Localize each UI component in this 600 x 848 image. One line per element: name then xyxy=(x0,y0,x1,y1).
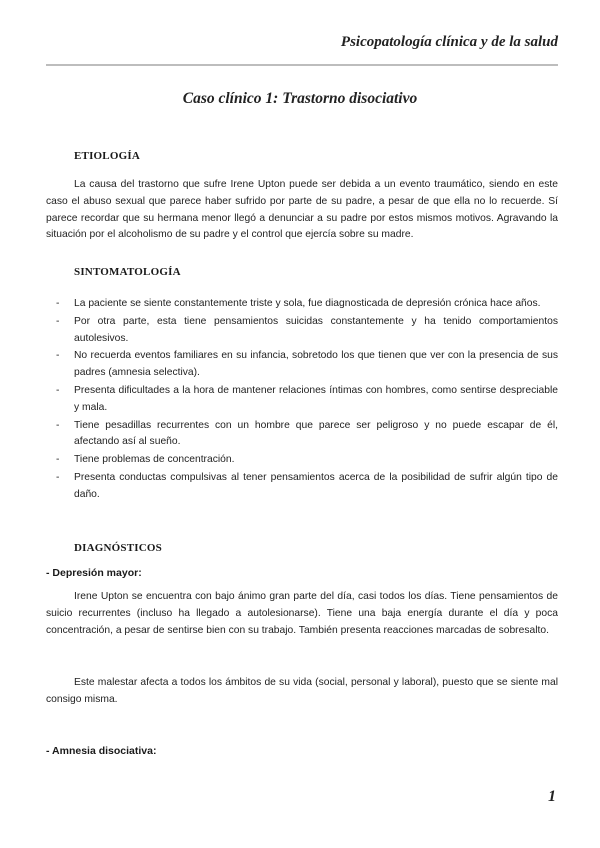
document-title: Caso clínico 1: Trastorno disociativo xyxy=(182,90,418,107)
symptom-list xyxy=(46,296,558,505)
symptom-text: No recuerda eventos familiares en su infancia, sobretodo los que tienen que ver con la presencia de sus padres (amnesia selectiva). xyxy=(74,350,558,379)
symptom-text: Tiene pesadillas recurrentes con un hombre que parece ser peligroso y no puede escapar de él, afectando así al sueño. xyxy=(74,419,558,448)
header-divider xyxy=(46,64,558,66)
bullet-marker: - xyxy=(56,419,60,431)
running-header: Psicopatología clínica y de la salud xyxy=(340,34,558,50)
bullet-marker: - xyxy=(56,471,60,483)
symptom-text: Tiene problemas de concentración. xyxy=(74,454,235,466)
diagnosticos-heading: DIAGNÓSTICOS xyxy=(74,542,162,554)
symptom-text: Por otra parte, esta tiene pensamientos suicidas constantemente y ha tenido comportamientos autolesivos. xyxy=(74,315,558,344)
bullet-marker: - xyxy=(56,298,60,309)
depresion-paragraph-2: Este malestar afecta a todos los ámbitos de su vida (social, personal y laboral), puesto que se siente mal consigo misma. xyxy=(46,677,558,705)
symptom-item xyxy=(46,452,558,469)
symptom-item xyxy=(46,418,558,452)
sintomatologia-heading: SINTOMATOLOGÍA xyxy=(74,266,181,278)
symptom-item xyxy=(46,470,558,504)
etiologia-heading: ETIOLOGÍA xyxy=(74,150,140,162)
symptom-item xyxy=(46,383,558,417)
amnesia-subheading: - Amnesia disociativa: xyxy=(46,745,157,757)
symptom-item xyxy=(46,314,558,348)
depresion-subheading: - Depresión mayor: xyxy=(46,567,142,579)
bullet-marker: - xyxy=(56,454,60,466)
etiologia-paragraph: La causa del trastorno que sufre Irene Upton puede ser debida a un evento traumático, siendo en este caso el abuso sexual que parece haber sufrido por parte de su padre, a pesar de que ella no lo recuerde. Sí parece recordar que su hermana menor llegó a denunciar a su padre por estos mismos motivos. Agravando la situación por el alcoholismo de su padre y el control que ejercía sobre su madre. xyxy=(46,179,558,241)
depresion-paragraph-1: Irene Upton se encuentra con bajo ánimo gran parte del día, casi todos los días. Tiene pensamientos de suicio recurrentes (incluso ha llegado a autolesionarse). Tiene una baja energía durante el día y poca concentración, a pesar de sentirse bien con su trabajo. También presenta reacciones marcadas de sobresalto. xyxy=(46,591,558,636)
page-number: 1 xyxy=(548,788,556,805)
bullet-marker: - xyxy=(56,384,60,396)
symptom-text: Presenta dificultades a la hora de mantener relaciones íntimas con hombres, como sentirse despreciable y mala. xyxy=(74,384,558,413)
symptom-text: La paciente se siente constantemente triste y sola, fue diagnosticada de depresión crónica hace años. xyxy=(74,298,541,309)
symptom-text: Presenta conductas compulsivas al tener pensamientos acerca de la posibilidad de sufrir algún tipo de daño. xyxy=(74,471,558,500)
bullet-marker: - xyxy=(56,350,60,362)
symptom-item xyxy=(46,348,558,382)
symptom-item xyxy=(46,296,558,313)
bullet-marker: - xyxy=(56,315,60,327)
